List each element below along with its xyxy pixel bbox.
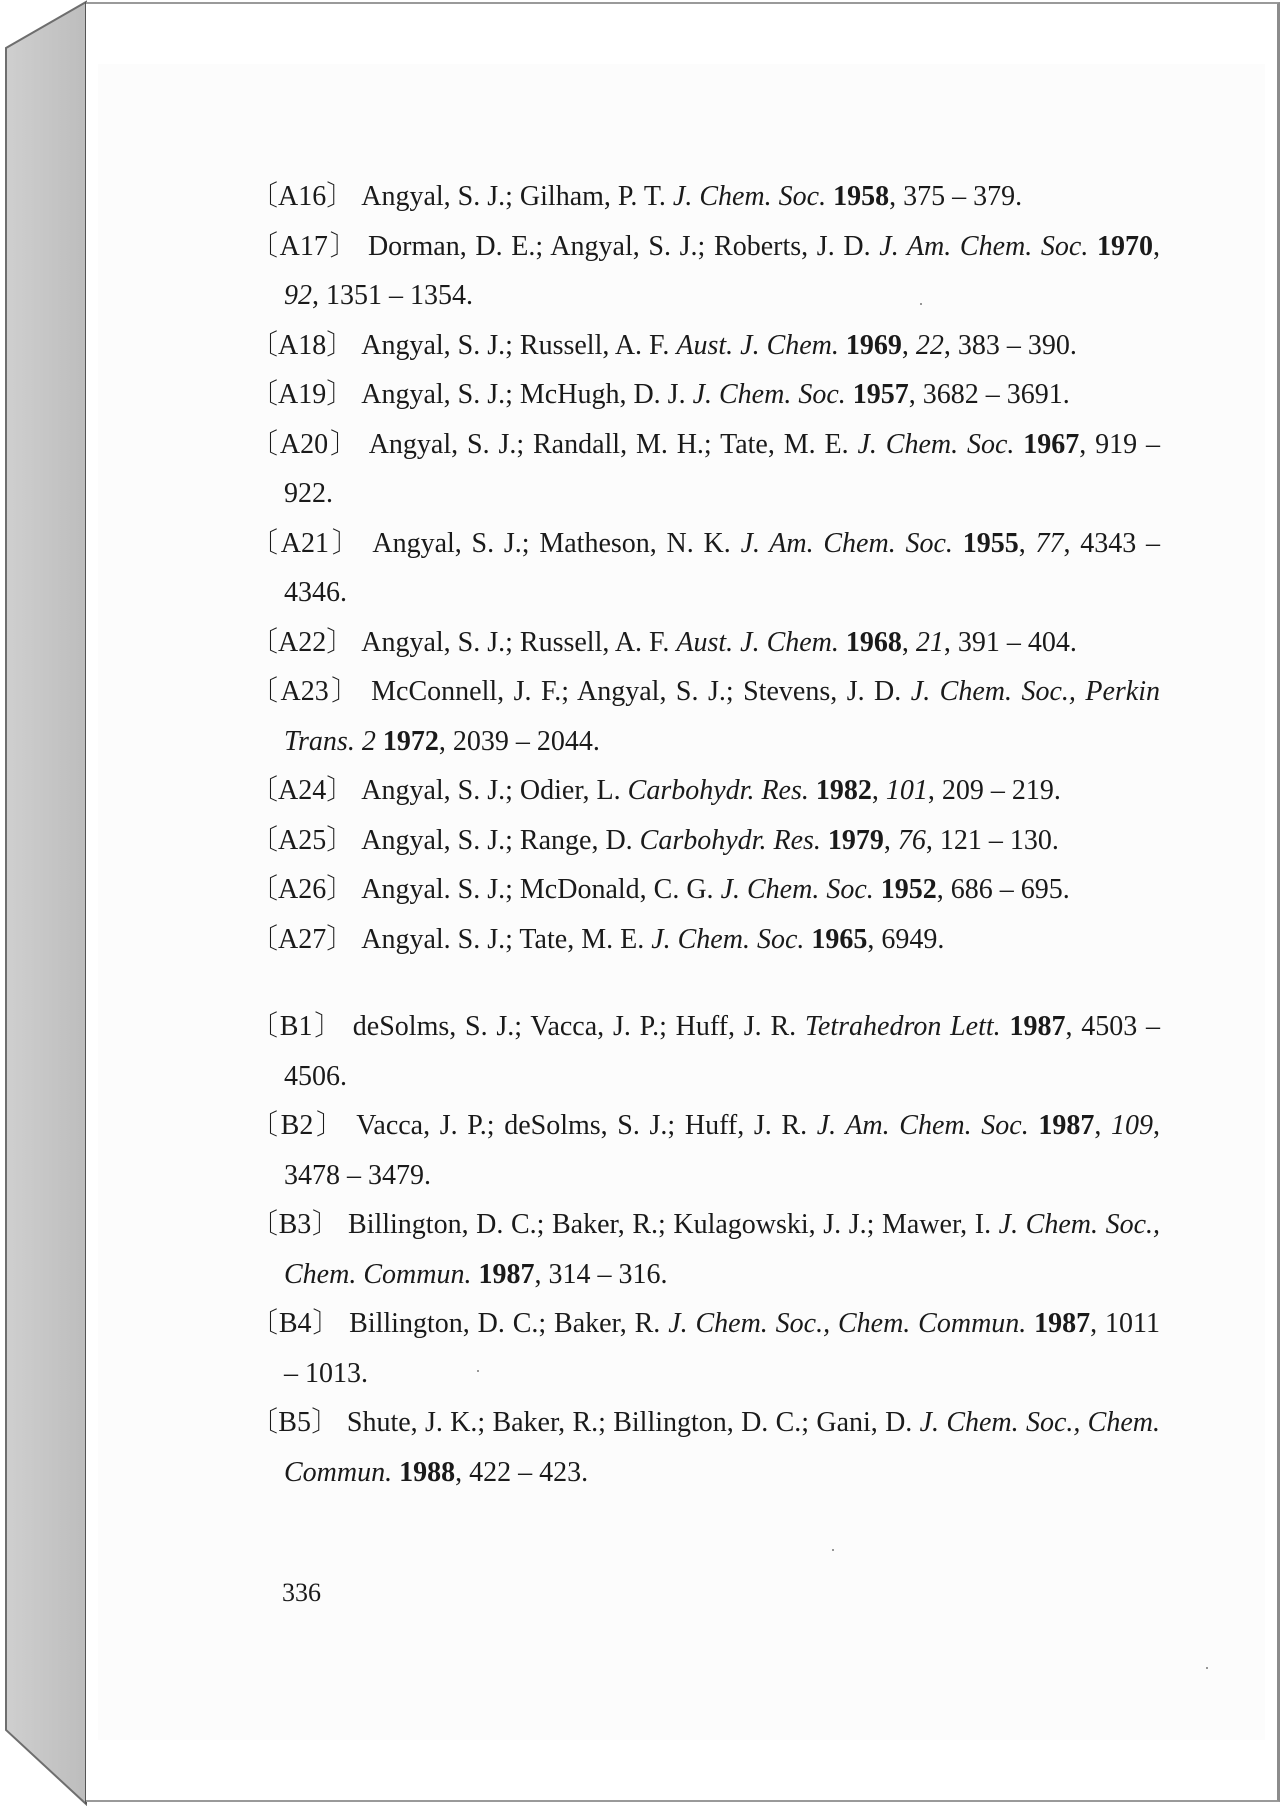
reference-year: 1987 xyxy=(1038,1110,1095,1141)
reference-volume: 109 xyxy=(1111,1110,1154,1141)
reference-year: 1979 xyxy=(827,824,884,856)
reference-year: 1968 xyxy=(845,626,902,658)
reference-pages: 375 – 379. xyxy=(903,181,1023,212)
scan-speck xyxy=(477,1370,479,1372)
reference-pages: 391 – 404. xyxy=(957,626,1077,658)
reference-id: 〔A19〕 xyxy=(250,379,355,410)
reference-item: 〔B1〕 deSolms, S. J.; Vacca, J. P.; Huff, J. R. Tetrahedron Lett. 1987, 4503 – 4506. xyxy=(250,1011,1160,1092)
reference-journal: J. Chem. Soc. xyxy=(672,181,827,212)
reference-authors: Angyal, S. J.; Randall, M. H.; Tate, M. E. xyxy=(368,428,849,460)
reference-id: 〔A24〕 xyxy=(250,775,355,806)
reference-authors: Angyal, S. J.; McHugh, D. J. xyxy=(361,379,686,410)
scan-speck xyxy=(832,1549,834,1551)
reference-volume: 77 xyxy=(1035,527,1064,559)
reference-item: 〔A27〕 Angyal. S. J.; Tate, M. E. J. Chem. Soc. 1965, 6949. xyxy=(250,923,945,955)
reference-authors: Angyal, S. J.; Gilham, P. T. xyxy=(361,181,666,212)
reference-year: 1987 xyxy=(478,1258,535,1290)
reference-authors: Angyal, S. J.; Matheson, N. K. xyxy=(372,527,731,559)
reference-year: 1988 xyxy=(399,1456,456,1488)
page-number: 336 xyxy=(282,1578,321,1607)
reference-pages: 4503 – 4506. xyxy=(284,1011,1160,1092)
reference-year: 1987 xyxy=(1034,1308,1091,1339)
reference-id: 〔A16〕 xyxy=(250,181,355,212)
reference-volume: 101 xyxy=(885,775,928,806)
reference-list xyxy=(250,172,1160,1497)
reference-authors: deSolms, S. J.; Vacca, J. P.; Huff, J. R. xyxy=(352,1011,797,1042)
reference-id: 〔A20〕 xyxy=(250,428,360,460)
reference-id: 〔A26〕 xyxy=(250,874,355,905)
reference-journal: Aust. J. Chem. xyxy=(676,329,839,361)
reference-journal: J. Chem. Soc. xyxy=(651,923,805,955)
reference-journal: J. Chem. Soc. xyxy=(692,379,846,410)
reference-item: 〔A20〕 Angyal, S. J.; Randall, M. H.; Tate, M. E. J. Chem. Soc. 1967, 919 – 922. xyxy=(250,428,1161,509)
reference-pages: 314 – 316. xyxy=(548,1258,668,1290)
reference-item: 〔A24〕 Angyal, S. J.; Odier, L. Carbohydr. Res. 1982, 101, 209 – 219. xyxy=(250,775,1061,806)
reference-journal: J. Chem. Soc., Chem. Commun. xyxy=(668,1308,1027,1339)
reference-journal: J. Am. Chem. Soc. xyxy=(816,1110,1029,1141)
reference-pages: 1011 – 1013. xyxy=(284,1308,1161,1389)
reference-id: 〔A27〕 xyxy=(250,923,355,955)
reference-volume: 92 xyxy=(284,280,312,311)
reference-item: 〔B3〕 Billington, D. C.; Baker, R.; Kulagowski, J. J.; Mawer, I. J. Chem. Soc., Chem. Commun. 1987, 314 – 316. xyxy=(250,1209,1161,1290)
reference-authors: Angyal, S. J.; Russell, A. F. xyxy=(361,626,670,658)
reference-volume: 22 xyxy=(915,329,944,361)
reference-journal: J. Chem. Soc., Perkin Trans. 2 xyxy=(284,676,1161,757)
reference-year: 1972 xyxy=(382,725,439,757)
reference-journal: J. Chem. Soc., Chem. Commun. xyxy=(284,1209,1161,1290)
reference-journal: Carbohydr. Res. xyxy=(639,824,821,856)
reference-id: 〔A22〕 xyxy=(250,626,355,658)
reference-pages: 2039 – 2044. xyxy=(452,725,600,757)
reference-authors: Billington, D. C.; Baker, R. xyxy=(349,1308,661,1339)
reference-item: 〔A16〕 Angyal, S. J.; Gilham, P. T. J. Chem. Soc. 1958, 375 – 379. xyxy=(250,181,1023,212)
reference-item: 〔A19〕 Angyal, S. J.; McHugh, D. J. J. Chem. Soc. 1957, 3682 – 3691. xyxy=(250,379,1070,410)
reference-id: 〔B3〕 xyxy=(250,1209,341,1240)
reference-year: 1952 xyxy=(880,874,937,905)
reference-id: 〔B2〕 xyxy=(250,1110,347,1141)
reference-pages: 383 – 390. xyxy=(957,329,1077,361)
reference-id: 〔A17〕 xyxy=(250,230,360,262)
reference-year: 1987 xyxy=(1009,1011,1066,1042)
reference-id: 〔B4〕 xyxy=(250,1308,342,1339)
reference-item: 〔A17〕 Dorman, D. E.; Angyal, S. J.; Roberts, J. D. J. Am. Chem. Soc. 1970, 92, 1351 – 1354. xyxy=(250,230,1161,311)
reference-pages: 3682 – 3691. xyxy=(922,379,1070,410)
reference-id: 〔A25〕 xyxy=(250,824,355,856)
reference-journal: J. Am. Chem. Soc. xyxy=(879,230,1089,262)
scan-speck xyxy=(1206,1667,1208,1669)
reference-journal: J. Am. Chem. Soc. xyxy=(740,527,953,559)
reference-item: 〔A18〕 Angyal, S. J.; Russell, A. F. Aust. J. Chem. 1969, 22, 383 – 390. xyxy=(250,329,1077,361)
reference-id: 〔A18〕 xyxy=(250,329,355,361)
reference-year: 1967 xyxy=(1023,428,1080,460)
reference-volume: 21 xyxy=(915,626,944,658)
reference-journal: J. Chem. Soc. xyxy=(857,428,1015,460)
reference-authors: Angyal. S. J.; McDonald, C. G. xyxy=(361,874,714,905)
reference-item: 〔A26〕 Angyal. S. J.; McDonald, C. G. J. Chem. Soc. 1952, 686 – 695. xyxy=(250,874,1070,905)
reference-id: 〔B5〕 xyxy=(250,1407,340,1438)
reference-item: 〔B4〕 Billington, D. C.; Baker, R. J. Chem. Soc., Chem. Commun. 1987, 1011 – 1013. xyxy=(250,1308,1161,1389)
scan-speck xyxy=(920,303,922,305)
reference-pages: 1351 – 1354. xyxy=(326,280,473,311)
reference-year: 1958 xyxy=(833,181,890,212)
reference-authors: Vacca, J. P.; deSolms, S. J.; Huff, J. R. xyxy=(356,1110,808,1141)
reference-item: 〔B2〕 Vacca, J. P.; deSolms, S. J.; Huff, J. R. J. Am. Chem. Soc. 1987, 109, 3478 – 3479. xyxy=(250,1110,1161,1191)
reference-year: 1965 xyxy=(811,923,868,955)
reference-pages: 919 – 922. xyxy=(284,428,1161,509)
reference-pages: 6949. xyxy=(881,923,945,955)
reference-authors: Angyal, S. J.; Range, D. xyxy=(361,824,633,856)
reference-item: 〔A23〕 McConnell, J. F.; Angyal, S. J.; Stevens, J. D. J. Chem. Soc., Perkin Trans. 2 1972, 2039 – 2044. xyxy=(250,676,1161,757)
reference-volume: 76 xyxy=(897,824,926,856)
reference-pages: 3478 – 3479. xyxy=(284,1159,431,1191)
reference-authors: Dorman, D. E.; Angyal, S. J.; Roberts, J. D. xyxy=(367,230,871,262)
reference-item: 〔A22〕 Angyal, S. J.; Russell, A. F. Aust. J. Chem. 1968, 21, 391 – 404. xyxy=(250,626,1077,658)
reference-journal: J. Chem. Soc., Chem. Commun. xyxy=(284,1407,1161,1488)
book-spine xyxy=(0,0,90,1806)
reference-journal: Carbohydr. Res. xyxy=(627,775,809,806)
reference-id: 〔B1〕 xyxy=(250,1011,345,1042)
reference-journal: J. Chem. Soc. xyxy=(720,874,874,905)
reference-authors: Angyal, S. J.; Odier, L. xyxy=(361,775,621,806)
reference-item: 〔A25〕 Angyal, S. J.; Range, D. Carbohydr. Res. 1979, 76, 121 – 130. xyxy=(250,824,1059,856)
reference-year: 1970 xyxy=(1097,230,1154,262)
reference-year: 1955 xyxy=(962,527,1019,559)
reference-journal: Aust. J. Chem. xyxy=(676,626,839,658)
reference-pages: 209 – 219. xyxy=(941,775,1061,806)
reference-authors: Billington, D. C.; Baker, R.; Kulagowski, J. J.; Mawer, I. xyxy=(348,1209,992,1240)
reference-pages: 4343 – 4346. xyxy=(284,527,1161,608)
reference-id: 〔A21〕 xyxy=(250,527,363,559)
reference-year: 1982 xyxy=(815,775,872,806)
reference-pages: 422 – 423. xyxy=(469,1456,589,1488)
reference-pages: 121 – 130. xyxy=(939,824,1059,856)
reference-authors: McConnell, J. F.; Angyal, S. J.; Stevens, J. D. xyxy=(371,676,902,707)
reference-year: 1969 xyxy=(845,329,902,361)
reference-authors: Shute, J. K.; Baker, R.; Billington, D. C.; Gani, D. xyxy=(346,1407,913,1438)
reference-id: 〔A23〕 xyxy=(250,676,362,707)
reference-year: 1957 xyxy=(852,379,909,410)
reference-journal: Tetrahedron Lett. xyxy=(804,1011,1001,1042)
reference-authors: Angyal, S. J.; Russell, A. F. xyxy=(361,329,670,361)
reference-item: 〔A21〕 Angyal, S. J.; Matheson, N. K. J. Am. Chem. Soc. 1955, 77, 4343 – 4346. xyxy=(250,527,1161,608)
reference-item: 〔B5〕 Shute, J. K.; Baker, R.; Billington, D. C.; Gani, D. J. Chem. Soc., Chem. Commun. 1988, 422 – 423. xyxy=(250,1407,1161,1488)
reference-pages: 686 – 695. xyxy=(950,874,1070,905)
reference-authors: Angyal. S. J.; Tate, M. E. xyxy=(361,923,645,955)
